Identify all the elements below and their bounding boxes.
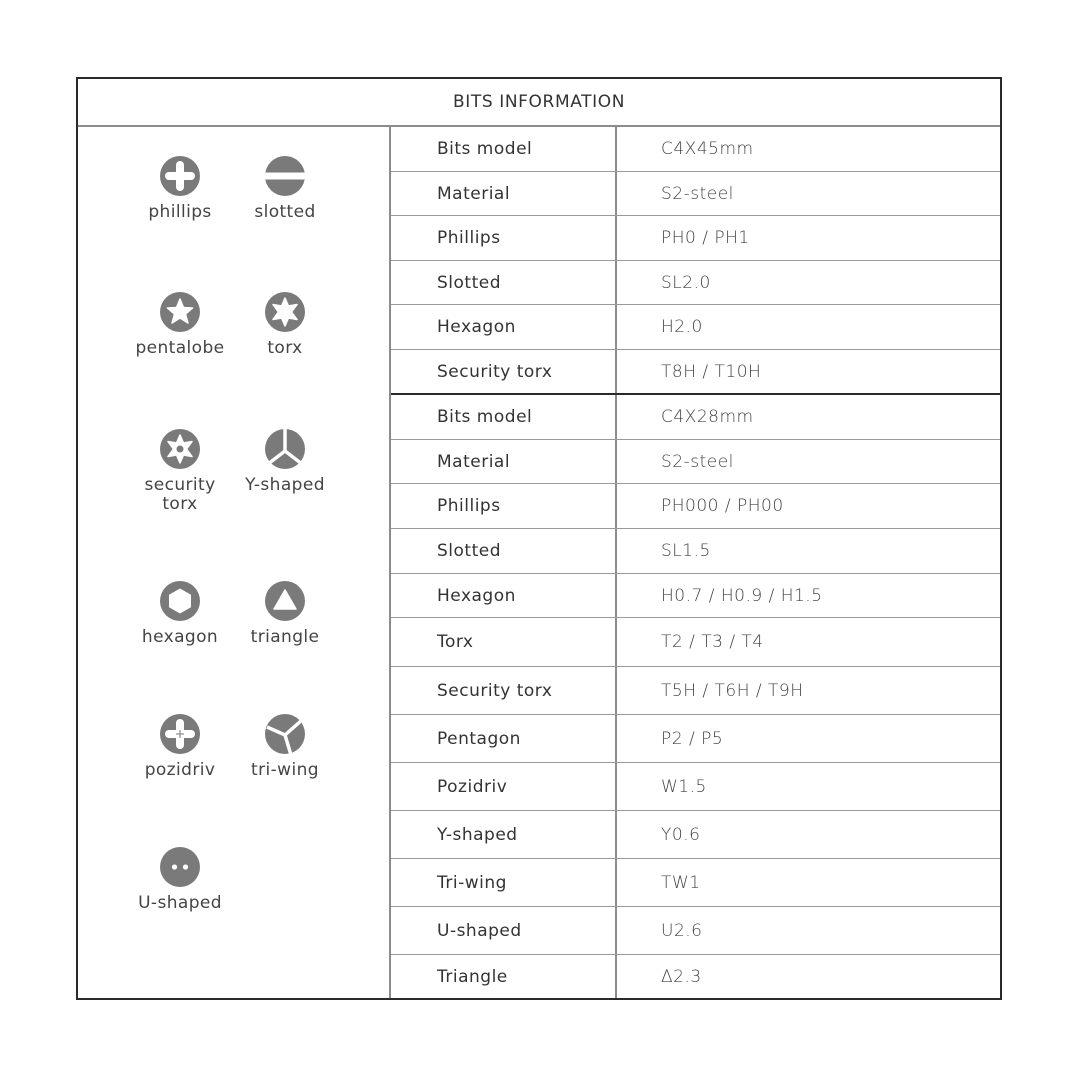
bit-type-slotted: slotted (230, 155, 340, 222)
phillips-icon (159, 155, 201, 197)
table-row: Phillips PH000 / PH00 (391, 484, 1000, 529)
table-row: Pozidriv W1.5 (391, 763, 1000, 811)
table-row: Slotted SL2.0 (391, 261, 1000, 305)
specs-table (391, 127, 1000, 998)
bit-type-pozidriv: pozidriv (125, 713, 235, 780)
security-torx-icon (159, 428, 201, 470)
torx-icon (264, 291, 306, 333)
table-title: BITS INFORMATION (78, 79, 1000, 127)
bit-type-phillips: phillips (125, 155, 235, 222)
bit-type-hexagon: hexagon (125, 580, 235, 647)
bit-type-y-shaped: Y-shaped (230, 428, 340, 495)
table-row: Bits model C4X28mm (391, 395, 1000, 440)
bit-type-u-shaped: U-shaped (125, 846, 235, 913)
bits-info-table (76, 77, 1002, 1000)
bit-types-panel (78, 127, 391, 998)
bit-type-security-torx: security torx (125, 428, 235, 514)
table-row: Triangle Δ2.3 (391, 955, 1000, 998)
table-row: Phillips PH0 / PH1 (391, 216, 1000, 261)
table-row: Y-shaped Y0.6 (391, 811, 1000, 859)
table-row: Hexagon H0.7 / H0.9 / H1.5 (391, 574, 1000, 618)
pozidriv-icon (159, 713, 201, 755)
slotted-icon (264, 155, 306, 197)
table-row: Hexagon H2.0 (391, 305, 1000, 350)
table-row: Torx T2 / T3 / T4 (391, 618, 1000, 667)
u-shaped-icon (159, 846, 201, 888)
table-row: U-shaped U2.6 (391, 907, 1000, 955)
table-row: Slotted SL1.5 (391, 529, 1000, 574)
table-row: Security torx T8H / T10H (391, 350, 1000, 395)
tri-wing-icon (264, 713, 306, 755)
table-row: Material S2-steel (391, 440, 1000, 484)
bit-type-pentalobe: pentalobe (125, 291, 235, 358)
bit-type-tri-wing: tri-wing (230, 713, 340, 780)
hexagon-icon (159, 580, 201, 622)
bit-type-triangle: triangle (230, 580, 340, 647)
table-row: Pentagon P2 / P5 (391, 715, 1000, 763)
table-row: Tri-wing TW1 (391, 859, 1000, 907)
table-row: Bits model C4X45mm (391, 127, 1000, 172)
y-shaped-icon (264, 428, 306, 470)
pentalobe-icon (159, 291, 201, 333)
bit-type-torx: torx (230, 291, 340, 358)
table-row: Material S2-steel (391, 172, 1000, 216)
table-row: Security torx T5H / T6H / T9H (391, 667, 1000, 715)
triangle-icon (264, 580, 306, 622)
